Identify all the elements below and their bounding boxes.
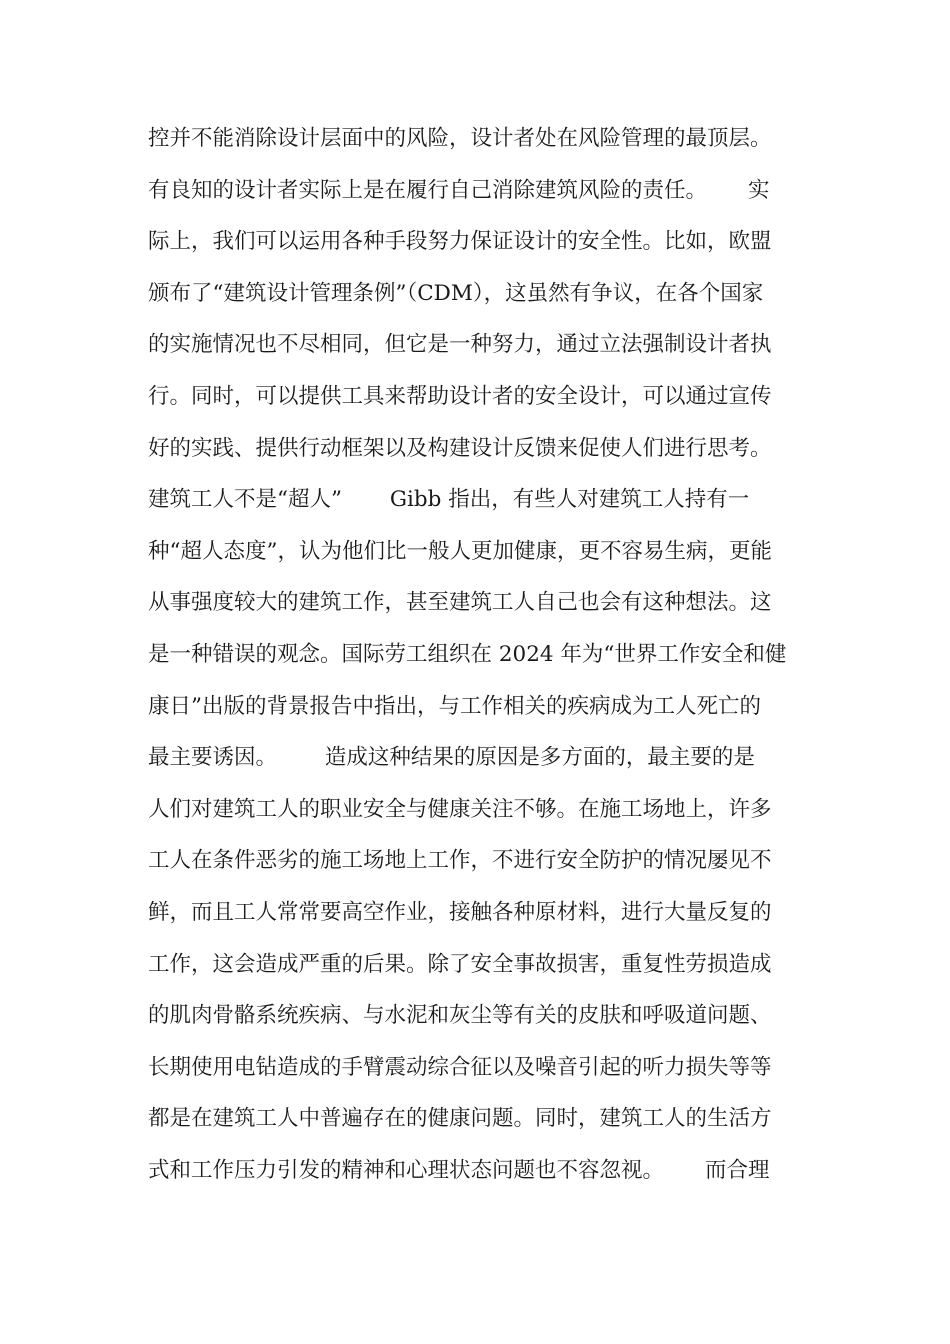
- text-line: 颁布了“建筑设计管理条例”（CDM），这虽然有争议，在各个国家: [148, 280, 764, 306]
- text-line: 人们对建筑工人的职业安全与健康关注不够。在施工场地上，许多: [148, 796, 772, 822]
- text-line: 长期使用电钻造成的手臂震动综合征以及噪音引起的听力损失等等: [148, 1054, 772, 1080]
- text-line: 鲜，而且工人常常要高空作业，接触各种原材料，进行大量反复的: [148, 899, 772, 925]
- text-line: 式和工作压力引发的精神和心理状态问题也不容忽视。 而合理: [148, 1157, 770, 1183]
- text-line: 有良知的设计者实际上是在履行自己消除建筑风险的责任。 实: [148, 177, 770, 203]
- text-line: 工人在条件恶劣的施工场地上工作，不进行安全防护的情况屡见不: [148, 848, 772, 874]
- text-line: 最主要诱因。 造成这种结果的原因是多方面的，最主要的是: [148, 745, 755, 771]
- body-text: [148, 113, 808, 1196]
- text-line: 从事强度较大的建筑工作，甚至建筑工人自己也会有这种想法。这: [148, 590, 772, 616]
- text-line: 康日”出版的背景报告中指出，与工作相关的疾病成为工人死亡的: [148, 693, 761, 719]
- text-line: 种“超人态度”，认为他们比一般人更加健康，更不容易生病，更能: [148, 538, 772, 564]
- text-line: 行。同时，可以提供工具来帮助设计者的安全设计，可以通过宣传: [148, 383, 772, 409]
- text-line: 建筑工人不是“超人” Gibb 指出，有些人对建筑工人持有一: [148, 487, 750, 513]
- text-line: 工作，这会造成严重的后果。除了安全事故损害，重复性劳损造成: [148, 951, 772, 977]
- text-line: 的肌肉骨骼系统疾病、与水泥和灰尘等有关的皮肤和呼吸道问题、: [148, 1003, 772, 1029]
- text-line: 好的实践、提供行动框架以及构建设计反馈来促使人们进行思考。: [148, 435, 772, 461]
- text-line: 都是在建筑工人中普遍存在的健康问题。同时，建筑工人的生活方: [148, 1106, 772, 1132]
- text-line: 控并不能消除设计层面中的风险，设计者处在风险管理的最顶层。: [148, 126, 772, 151]
- text-line: 际上，我们可以运用各种手段努力保证设计的安全性。比如，欧盟: [148, 229, 772, 255]
- text-line: 的实施情况也不尽相同，但它是一种努力，通过立法强制设计者执: [148, 332, 772, 358]
- text-line: 是一种错误的观念。国际劳工组织在 2024 年为“世界工作安全和健: [148, 641, 787, 667]
